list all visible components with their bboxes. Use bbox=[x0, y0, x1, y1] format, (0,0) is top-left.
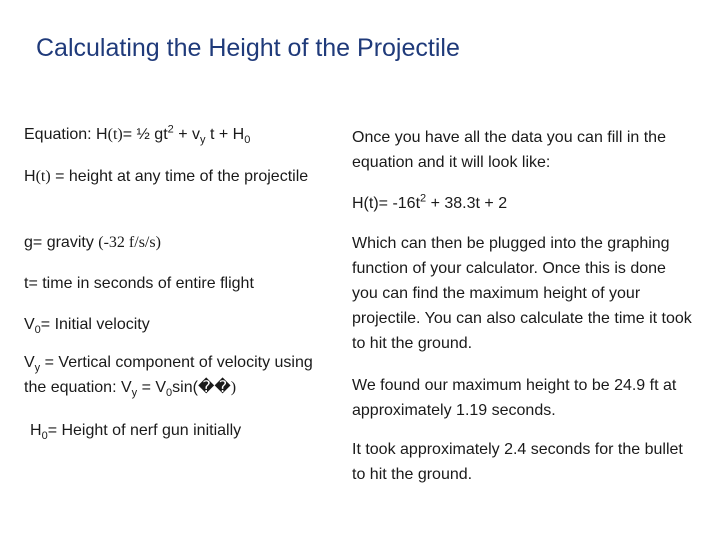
vy-rest3: sin( bbox=[172, 379, 198, 396]
v0-v: V bbox=[24, 316, 35, 333]
equation-t-plus-h: t + H bbox=[205, 126, 245, 143]
equation-square: 2 bbox=[167, 123, 174, 136]
equation-line bbox=[24, 122, 250, 147]
vy-sub3: 0 bbox=[166, 387, 173, 400]
h0-definition bbox=[30, 418, 241, 443]
time-definition: t= time in seconds of entire flight bbox=[24, 275, 254, 292]
vy-close: ) bbox=[230, 379, 237, 396]
v0-definition bbox=[24, 312, 150, 337]
h0-h: H bbox=[30, 422, 42, 439]
numeric-equation-b: + 38.3t + 2 bbox=[426, 195, 508, 212]
vy-v: V bbox=[24, 354, 35, 371]
equation-t: (t) bbox=[107, 126, 123, 143]
equation-lead: Equation: H bbox=[24, 126, 108, 143]
height-rest: = height at any time of the projectile bbox=[50, 168, 309, 185]
paragraph-ground-time: It took approximately 2.4 seconds for the bullet to hit the ground. bbox=[352, 441, 683, 483]
height-definition bbox=[24, 164, 324, 189]
h0-sub: 0 bbox=[41, 430, 48, 443]
vy-rest2: = V bbox=[137, 379, 167, 396]
vy-definition bbox=[24, 350, 334, 400]
numeric-equation-square: 2 bbox=[420, 192, 427, 205]
height-t: (t) bbox=[35, 168, 51, 185]
equation-eq: = ½ gt bbox=[122, 126, 168, 143]
numeric-equation bbox=[352, 191, 507, 216]
slide-title: Calculating the Height of the Projectile bbox=[36, 34, 460, 62]
equation-h0-sub: 0 bbox=[244, 134, 251, 147]
equation-vy-sub: y bbox=[200, 134, 206, 147]
theta-glyph: �� bbox=[197, 379, 231, 396]
paragraph-max-height: We found our maximum height to be 24.9 ft at approximately 1.19 seconds. bbox=[352, 377, 677, 419]
height-h: H bbox=[24, 168, 36, 185]
paragraph-graphing: Which can then be plugged into the graphing function of your calculator. Once this is done you can find the maximum height of your projectile. You can also calculate the time it took to hit the ground. bbox=[352, 235, 692, 352]
equation-plus-v: + v bbox=[173, 126, 200, 143]
gravity-text: g= gravity bbox=[24, 234, 99, 251]
v0-rest: = Initial velocity bbox=[40, 316, 150, 333]
v0-sub: 0 bbox=[34, 324, 41, 337]
paragraph-fill-in: Once you have all the data you can fill in the equation and it will look like: bbox=[352, 129, 666, 171]
vy-sub: y bbox=[34, 362, 41, 375]
vy-sub2: y bbox=[131, 387, 138, 400]
h0-rest: = Height of nerf gun initially bbox=[47, 422, 242, 439]
numeric-equation-a: H(t)= -16t bbox=[352, 195, 421, 212]
gravity-value: (-32 f/s/s) bbox=[98, 234, 161, 251]
gravity-definition bbox=[24, 230, 161, 255]
vy-rest1: = Vertical component of velocity using the equation: V bbox=[24, 354, 313, 396]
